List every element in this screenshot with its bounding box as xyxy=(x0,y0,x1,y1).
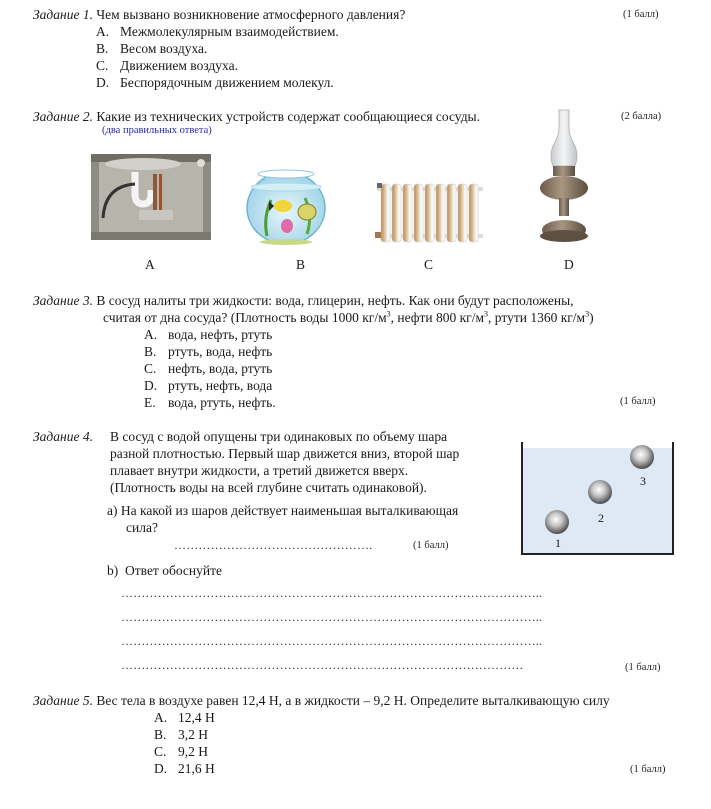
image-label-a: A xyxy=(145,257,155,272)
part-a-marker: a) xyxy=(107,503,118,518)
part-b-marker: b) xyxy=(107,563,119,578)
option-text: 9,2 Н xyxy=(178,744,208,759)
option-letter: E. xyxy=(144,395,156,410)
option-text: Межмолекулярным взаимодействием. xyxy=(120,24,339,39)
task-1-option-a[interactable] xyxy=(96,23,339,40)
task-4-part-a xyxy=(107,502,458,519)
task-5-option-b[interactable] xyxy=(154,726,208,743)
task-4-line-1: В сосуд с водой опущены три одинаковых по объему шара xyxy=(110,429,448,444)
aquarium-icon xyxy=(245,164,327,246)
task-4-part-b-answer-line-4[interactable]: ……………………………………………………………………………………… xyxy=(121,658,524,672)
task-4-part-b-answer-line-1[interactable]: ………………………………………………………………………………………….. xyxy=(121,586,543,600)
task-4-part-a-answer-field[interactable]: …………………………………………. xyxy=(174,538,373,552)
image-label-c: C xyxy=(424,257,434,272)
task-4-label-text: Задание 4. xyxy=(33,429,93,444)
option-text: ртуть, вода, нефть xyxy=(168,344,273,359)
task-1-question xyxy=(33,6,405,23)
option-text: 21,6 Н xyxy=(178,761,215,776)
superscript-3: 3 xyxy=(386,309,391,319)
task-3-option-a[interactable] xyxy=(144,326,272,343)
task-3-question-line-1 xyxy=(33,292,574,309)
kerosene-lamp-icon xyxy=(535,108,593,246)
task-4-part-a-line-2: сила? xyxy=(126,520,158,535)
task-2-points: (2 балла) xyxy=(621,111,662,122)
task-5-option-c[interactable] xyxy=(154,743,208,760)
aquarium-bowl-image[interactable] xyxy=(245,164,327,246)
density-mercury-text: , ртути 1360 кг/м xyxy=(488,310,586,325)
option-text: 3,2 Н xyxy=(178,727,208,742)
option-letter: C. xyxy=(154,744,167,759)
task-3-option-e[interactable] xyxy=(144,394,276,411)
task-4-part-b-points: (1 балл) xyxy=(625,662,661,673)
kerosene-lamp-image[interactable] xyxy=(535,108,593,246)
superscript-3: 3 xyxy=(585,309,590,319)
task-1-question-text: Чем вызвано возникновение атмосферного давления? xyxy=(96,7,406,22)
option-text: Весом воздуха. xyxy=(120,41,208,56)
task-4-part-a-points: (1 балл) xyxy=(413,540,449,551)
task-4-line-3: плавает внутри жидкости, а третий движется вверх. xyxy=(110,463,409,478)
task-2-hint: (два правильных ответа) xyxy=(102,125,212,136)
option-letter: B. xyxy=(154,727,167,742)
density-oil-text: , нефти 800 кг/м xyxy=(390,310,485,325)
task-1-label: Задание 1. xyxy=(33,7,93,22)
task-5-question xyxy=(33,692,610,709)
task-3-points: (1 балл) xyxy=(620,396,656,407)
closing-paren: ) xyxy=(589,310,594,325)
radiator-icon xyxy=(375,180,485,246)
task-5-question-text: Вес тела в воздухе равен 12,4 Н, а в жидкости – 9,2 Н. Определите выталкивающую силу xyxy=(96,693,610,708)
task-3-question-line-2 xyxy=(103,309,594,326)
task-2-question xyxy=(33,108,480,125)
option-letter: A. xyxy=(144,327,158,342)
sink-siphon-photo[interactable] xyxy=(91,154,211,240)
task-3-label: Задание 3. xyxy=(33,293,93,308)
task-5-option-a[interactable] xyxy=(154,709,215,726)
option-letter: C. xyxy=(96,58,109,73)
option-letter: D. xyxy=(154,761,168,776)
vessel-with-balls-icon xyxy=(520,440,676,558)
task-1-points: (1 балл) xyxy=(623,9,659,20)
task-3-option-c[interactable] xyxy=(144,360,272,377)
option-text: 12,4 Н xyxy=(178,710,215,725)
task-1-option-b[interactable] xyxy=(96,40,207,57)
task-1-option-d[interactable] xyxy=(96,74,334,91)
task-4-part-b-answer-line-3[interactable]: ………………………………………………………………………………………….. xyxy=(121,634,543,648)
task-1-option-c[interactable] xyxy=(96,57,238,74)
task-5-label: Задание 5. xyxy=(33,693,93,708)
task-5-points: (1 балл) xyxy=(630,764,666,775)
task-4-line-2: разной плотностью. Первый шар движется вниз, второй шар xyxy=(110,446,460,461)
ball-label-3: 3 xyxy=(640,474,646,488)
image-label-d: D xyxy=(564,257,574,272)
task-3-option-d[interactable] xyxy=(144,377,272,394)
radiator-image[interactable] xyxy=(375,180,485,246)
part-a-question: На какой из шаров действует наименьшая выталкивающая xyxy=(120,503,459,518)
superscript-3: 3 xyxy=(484,309,489,319)
image-label-b: B xyxy=(296,257,306,272)
option-text: Беспорядочным движением молекул. xyxy=(120,75,334,90)
task-4-label xyxy=(33,428,93,445)
option-letter: D. xyxy=(96,75,110,90)
option-text: ртуть, нефть, вода xyxy=(168,378,273,393)
option-letter: A. xyxy=(96,24,110,39)
vessel-diagram xyxy=(520,440,676,558)
sink-siphon-icon xyxy=(91,154,211,240)
task-4-part-b xyxy=(107,562,222,579)
task-2-question-text: Какие из технических устройств содержат сообщающиеся сосуды. xyxy=(96,109,481,124)
option-text: вода, ртуть, нефть. xyxy=(168,395,276,410)
task-4-part-b-answer-line-2[interactable]: ………………………………………………………………………………………….. xyxy=(121,610,543,624)
option-letter: D. xyxy=(144,378,158,393)
density-water-text: считая от дна сосуда? (Плотность воды 1000 кг/м xyxy=(103,310,387,325)
ball-label-1: 1 xyxy=(555,536,561,550)
option-letter: C. xyxy=(144,361,157,376)
task-3-option-b[interactable] xyxy=(144,343,272,360)
option-letter: B. xyxy=(144,344,157,359)
option-letter: A. xyxy=(154,710,168,725)
option-text: вода, нефть, ртуть xyxy=(168,327,273,342)
option-letter: B. xyxy=(96,41,109,56)
task-4-line-4: (Плотность воды на всей глубине считать одинаковой). xyxy=(110,480,427,495)
task-5-option-d[interactable] xyxy=(154,760,215,777)
task-2-label: Задание 2. xyxy=(33,109,93,124)
ball-label-2: 2 xyxy=(598,511,604,525)
part-b-question: Ответ обоснуйте xyxy=(125,563,222,578)
option-text: Движением воздуха. xyxy=(120,58,238,73)
option-text: нефть, вода, ртуть xyxy=(168,361,273,376)
task-3-question-text: В сосуд налиты три жидкости: вода, глицерин, нефть. Как они будут расположены, xyxy=(96,293,574,308)
